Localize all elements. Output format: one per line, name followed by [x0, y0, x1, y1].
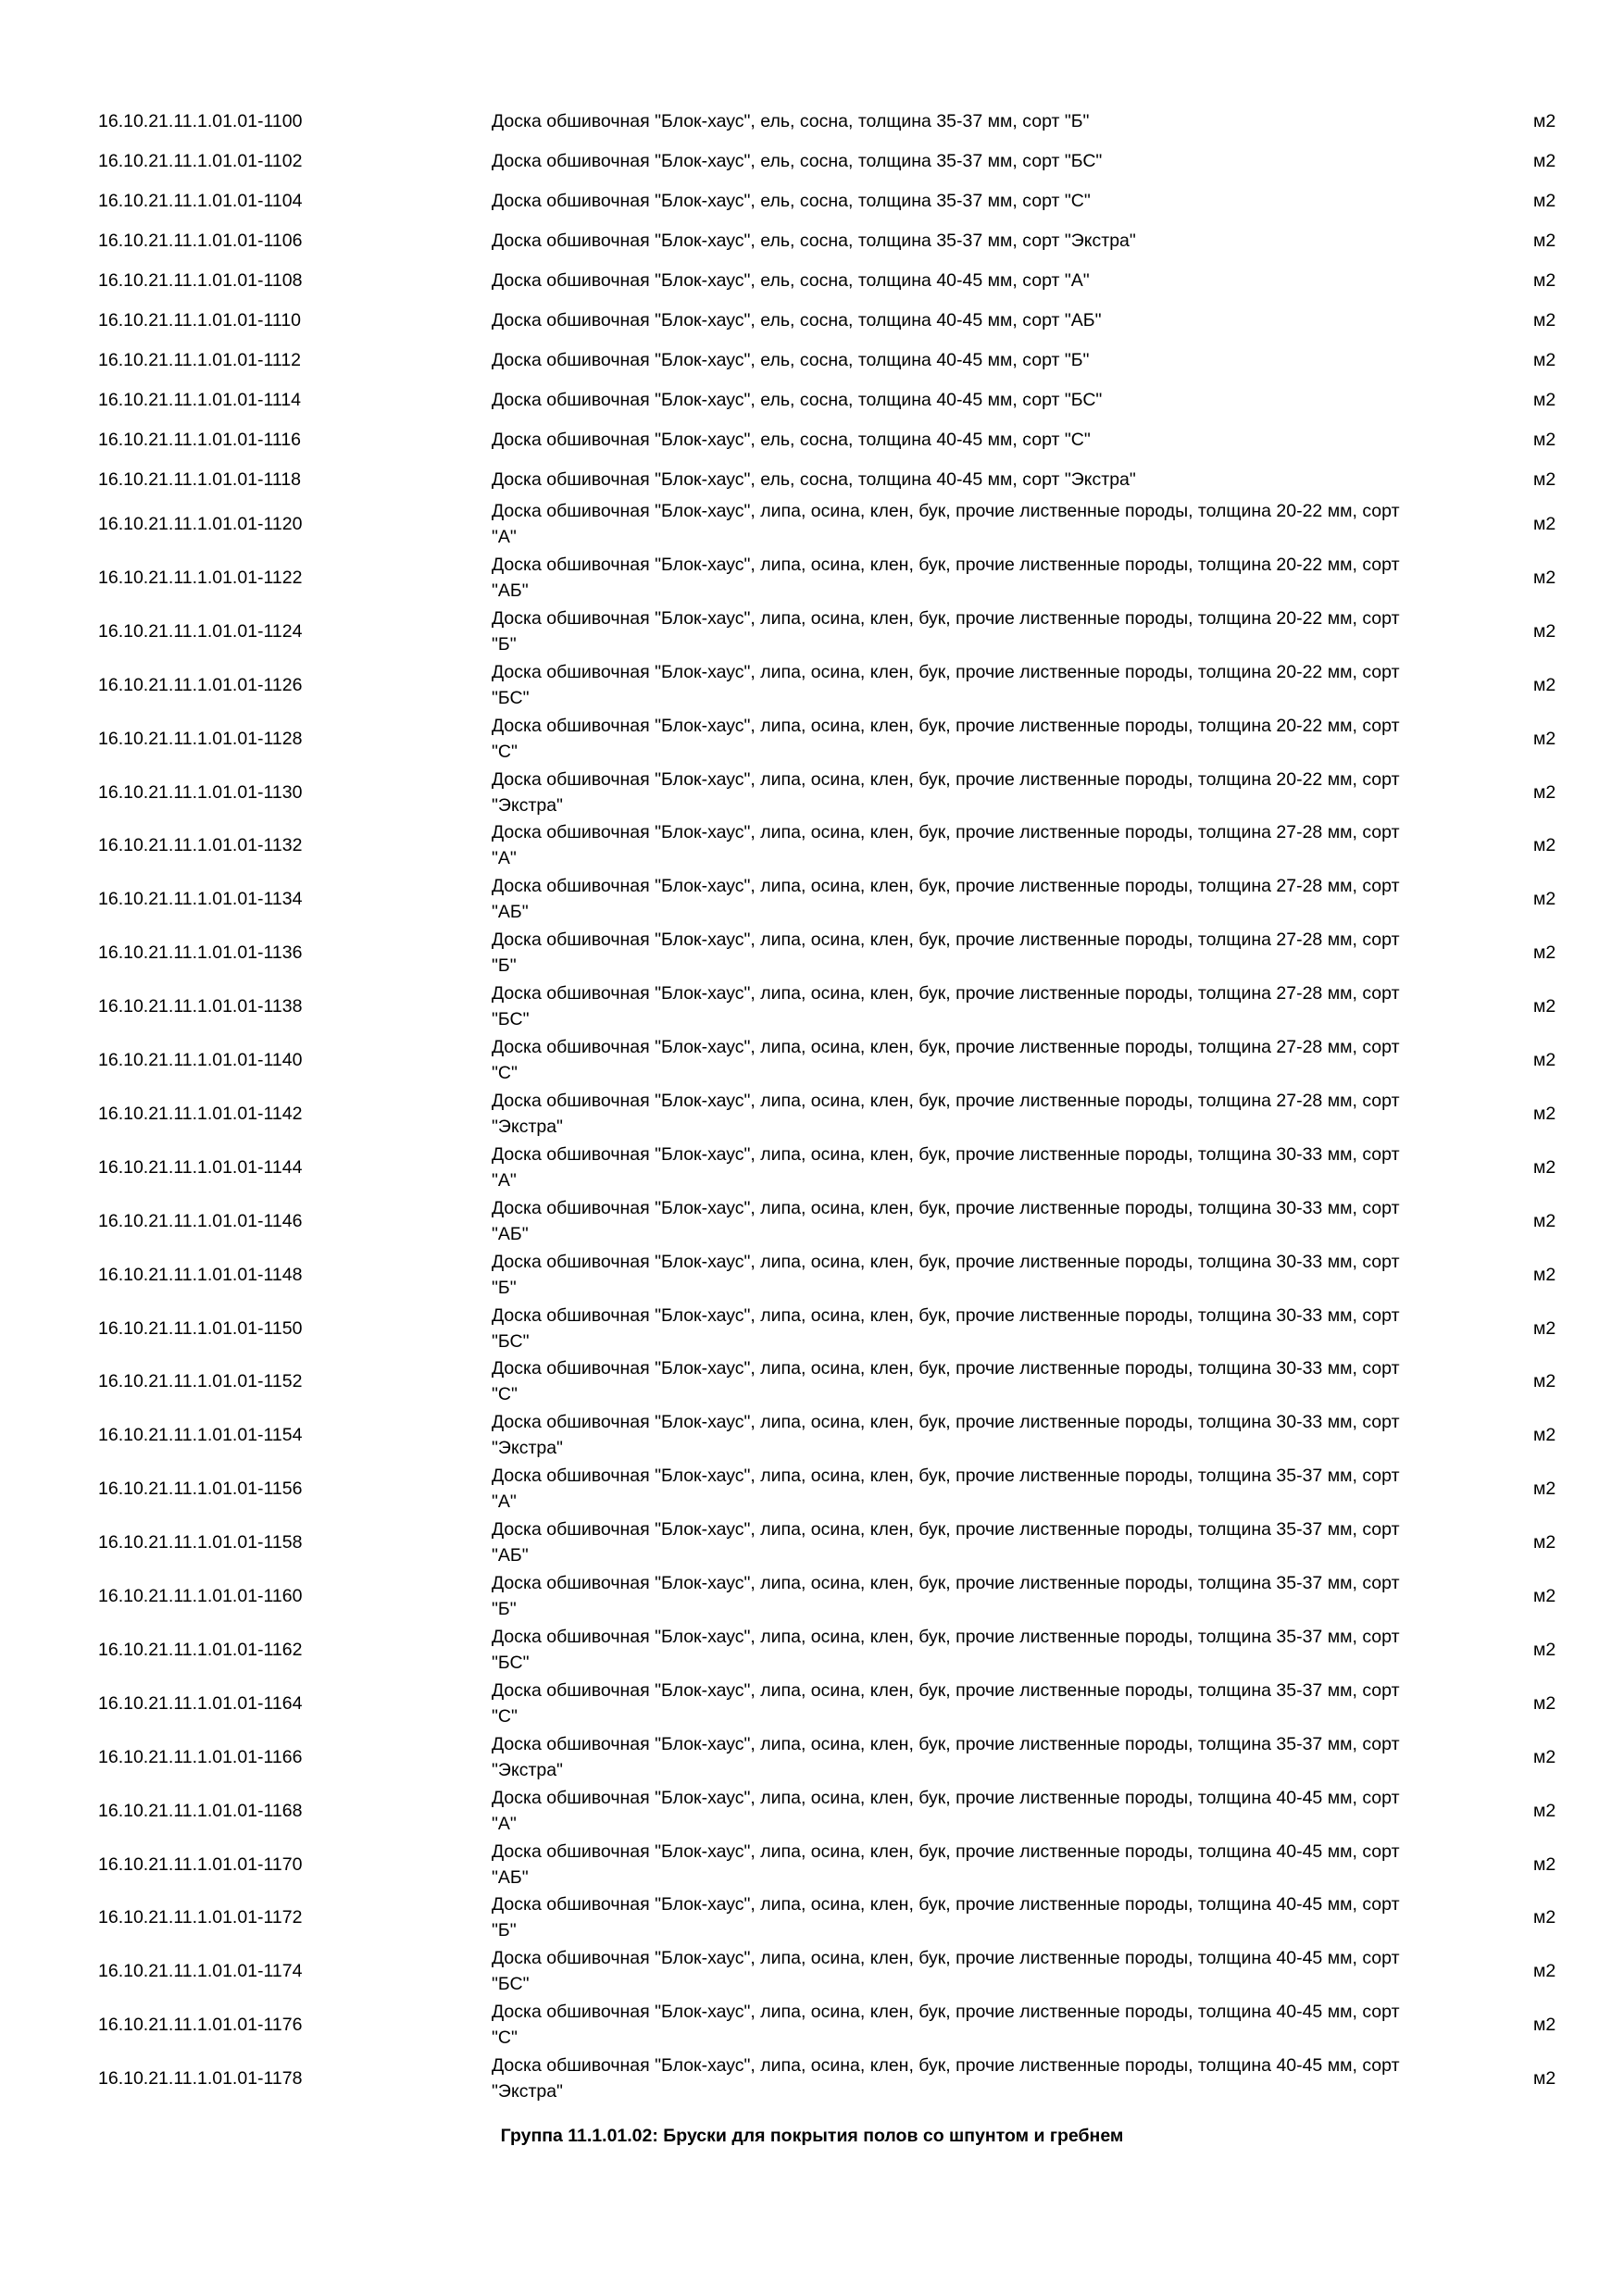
- row-unit: м2: [1533, 1479, 1556, 1500]
- row-description: Доска обшивочная "Блок-хаус", липа, осина, клен, бук, прочие лиственные породы, толщина 35-37 мм, сорт "Экстра": [492, 1733, 1400, 1780]
- row-code: 16.10.21.11.1.01.01-1130: [98, 781, 303, 803]
- row-unit: м2: [1533, 1746, 1556, 1767]
- row-code: 16.10.21.11.1.01.01-1148: [98, 1264, 303, 1285]
- row-description: Доска обшивочная "Блок-хаус", липа, осина, клен, бук, прочие лиственные породы, толщина 40-45 мм, сорт "АБ": [492, 1841, 1400, 1888]
- row-unit: м2: [1533, 942, 1556, 964]
- row-unit: м2: [1533, 1961, 1556, 1982]
- row-code: 16.10.21.11.1.01.01-1154: [98, 1425, 303, 1446]
- row-unit: м2: [1533, 111, 1556, 131]
- row-code: 16.10.21.11.1.01.01-1114: [98, 390, 302, 410]
- row-code: 16.10.21.11.1.01.01-1146: [98, 1210, 303, 1231]
- row-description: Доска обшивочная "Блок-хаус", липа, осина, клен, бук, прочие лиственные породы, толщина 20-22 мм, сорт "С": [492, 715, 1400, 762]
- row-unit: м2: [1533, 1425, 1556, 1446]
- row-unit: м2: [1533, 1907, 1556, 1928]
- row-description: Доска обшивочная "Блок-хаус", ель, сосна, толщина 40-45 мм, сорт "БС": [492, 390, 1103, 410]
- row-description: Доска обшивочная "Блок-хаус", липа, осина, клен, бук, прочие лиственные породы, толщина 35-37 мм, сорт "С": [492, 1679, 1400, 1727]
- row-code: 16.10.21.11.1.01.01-1170: [98, 1853, 303, 1875]
- row-code: 16.10.21.11.1.01.01-1134: [98, 889, 303, 910]
- row-code: 16.10.21.11.1.01.01-1174: [98, 1961, 303, 1982]
- row-code: 16.10.21.11.1.01.01-1106: [98, 231, 303, 251]
- row-code: 16.10.21.11.1.01.01-1152: [98, 1371, 303, 1392]
- row-description: Доска обшивочная "Блок-хаус", ель, сосна, толщина 35-37 мм, сорт "Б": [492, 111, 1090, 131]
- row-code: 16.10.21.11.1.01.01-1138: [98, 996, 303, 1017]
- row-unit: м2: [1533, 469, 1556, 490]
- row-description: Доска обшивочная "Блок-хаус", ель, сосна, толщина 40-45 мм, сорт "С": [492, 430, 1091, 450]
- row-code: 16.10.21.11.1.01.01-1156: [98, 1479, 303, 1500]
- row-code: 16.10.21.11.1.01.01-1144: [98, 1156, 303, 1178]
- row-unit: м2: [1533, 1317, 1556, 1339]
- row-description: Доска обшивочная "Блок-хаус", липа, осина, клен, бук, прочие лиственные породы, толщина 27-28 мм, сорт "С": [492, 1037, 1400, 1083]
- row-code: 16.10.21.11.1.01.01-1150: [98, 1317, 303, 1339]
- row-code: 16.10.21.11.1.01.01-1168: [98, 1800, 303, 1821]
- row-unit: м2: [1533, 1050, 1556, 1070]
- row-code: 16.10.21.11.1.01.01-1104: [98, 191, 303, 211]
- row-description: Доска обшивочная "Блок-хаус", липа, осина, клен, бук, прочие лиственные породы, толщина 40-45 мм, сорт "С": [492, 2002, 1400, 2049]
- row-description: Доска обшивочная "Блок-хаус", липа, осина, клен, бук, прочие лиственные породы, толщина 27-28 мм, сорт "АБ": [492, 876, 1400, 923]
- row-code: 16.10.21.11.1.01.01-1100: [98, 111, 303, 131]
- row-unit: м2: [1533, 191, 1556, 211]
- row-unit: м2: [1533, 728, 1556, 749]
- row-unit: м2: [1533, 1532, 1556, 1554]
- row-unit: м2: [1533, 1853, 1556, 1875]
- row-code: 16.10.21.11.1.01.01-1122: [98, 567, 303, 588]
- row-code: 16.10.21.11.1.01.01-1126: [98, 674, 303, 695]
- row-unit: м2: [1533, 270, 1556, 291]
- row-description: Доска обшивочная "Блок-хаус", липа, осина, клен, бук, прочие лиственные породы, толщина 27-28 мм, сорт "БС": [492, 983, 1400, 1030]
- row-code: 16.10.21.11.1.01.01-1178: [98, 2068, 303, 2090]
- row-code: 16.10.21.11.1.01.01-1120: [98, 514, 303, 534]
- row-unit: м2: [1533, 1586, 1556, 1606]
- row-code: 16.10.21.11.1.01.01-1132: [98, 835, 303, 856]
- row-code: 16.10.21.11.1.01.01-1140: [98, 1050, 303, 1070]
- row-description: Доска обшивочная "Блок-хаус", липа, осина, клен, бук, прочие лиственные породы, толщина 20-22 мм, сорт "Б": [492, 607, 1400, 655]
- row-unit: м2: [1533, 514, 1556, 534]
- row-unit: м2: [1533, 567, 1556, 588]
- row-unit: м2: [1533, 1371, 1556, 1392]
- row-description: Доска обшивочная "Блок-хаус", ель, сосна, толщина 40-45 мм, сорт "Б": [492, 350, 1090, 370]
- row-unit: м2: [1533, 310, 1556, 331]
- row-code: 16.10.21.11.1.01.01-1158: [98, 1532, 303, 1554]
- row-unit: м2: [1533, 1210, 1556, 1231]
- row-unit: м2: [1533, 1692, 1556, 1714]
- row-unit: м2: [1533, 1639, 1556, 1660]
- row-unit: м2: [1533, 1156, 1556, 1178]
- row-unit: м2: [1533, 231, 1556, 251]
- row-code: 16.10.21.11.1.01.01-1102: [98, 151, 303, 171]
- row-description: Доска обшивочная "Блок-хаус", ель, сосна, толщина 35-37 мм, сорт "Экстра": [492, 231, 1136, 251]
- row-unit: м2: [1533, 350, 1556, 370]
- row-description: Доска обшивочная "Блок-хаус", липа, осина, клен, бук, прочие лиственные породы, толщина 40-45 мм, сорт "А": [492, 1787, 1400, 1834]
- row-description: Доска обшивочная "Блок-хаус", липа, осина, клен, бук, прочие лиственные породы, толщина 27-28 мм, сорт "Экстра": [492, 1090, 1400, 1137]
- row-unit: м2: [1533, 674, 1556, 695]
- row-code: 16.10.21.11.1.01.01-1164: [98, 1692, 303, 1714]
- row-description: Доска обшивочная "Блок-хаус", ель, сосна, толщина 40-45 мм, сорт "Экстра": [492, 469, 1136, 490]
- row-code: 16.10.21.11.1.01.01-1110: [98, 310, 302, 331]
- row-code: 16.10.21.11.1.01.01-1128: [98, 728, 303, 749]
- group-heading: Группа 11.1.01.02: Бруски для покрытия полов со шпунтом и гребнем: [500, 2126, 1124, 2146]
- row-unit: м2: [1533, 2015, 1556, 2036]
- row-unit: м2: [1533, 151, 1556, 171]
- row-description: Доска обшивочная "Блок-хаус", липа, осина, клен, бук, прочие лиственные породы, толщина 30-33 мм, сорт "АБ": [492, 1197, 1400, 1244]
- row-description: Доска обшивочная "Блок-хаус", липа, осина, клен, бук, прочие лиственные породы, толщина 35-37 мм, сорт "Б": [492, 1573, 1400, 1619]
- row-description: Доска обшивочная "Блок-хаус", липа, осина, клен, бук, прочие лиственные породы, толщина 20-22 мм, сорт "БС": [492, 661, 1400, 708]
- row-unit: м2: [1533, 1800, 1556, 1821]
- row-code: 16.10.21.11.1.01.01-1142: [98, 1103, 303, 1124]
- row-code: 16.10.21.11.1.01.01-1116: [98, 430, 302, 450]
- row-description: Доска обшивочная "Блок-хаус", липа, осина, клен, бук, прочие лиственные породы, толщина 40-45 мм, сорт "БС": [492, 1948, 1400, 1995]
- row-description: Доска обшивочная "Блок-хаус", липа, осина, клен, бук, прочие лиственные породы, толщина 20-22 мм, сорт "А": [492, 501, 1400, 547]
- row-unit: м2: [1533, 889, 1556, 910]
- row-unit: м2: [1533, 390, 1556, 410]
- row-description: Доска обшивочная "Блок-хаус", ель, сосна, толщина 35-37 мм, сорт "С": [492, 191, 1091, 211]
- row-unit: м2: [1533, 781, 1556, 803]
- row-unit: м2: [1533, 1264, 1556, 1285]
- row-description: Доска обшивочная "Блок-хаус", липа, осина, клен, бук, прочие лиственные породы, толщина 35-37 мм, сорт "БС": [492, 1626, 1400, 1673]
- row-unit: м2: [1533, 835, 1556, 856]
- row-code: 16.10.21.11.1.01.01-1124: [98, 620, 303, 642]
- row-description: Доска обшивочная "Блок-хаус", липа, осина, клен, бук, прочие лиственные породы, толщина 30-33 мм, сорт "Экстра": [492, 1412, 1400, 1459]
- row-description: Доска обшивочная "Блок-хаус", ель, сосна, толщина 40-45 мм, сорт "А": [492, 270, 1090, 291]
- row-description: Доска обшивочная "Блок-хаус", липа, осина, клен, бук, прочие лиственные породы, толщина 30-33 мм, сорт "Б": [492, 1251, 1400, 1298]
- row-code: 16.10.21.11.1.01.01-1112: [98, 350, 302, 370]
- row-code: 16.10.21.11.1.01.01-1162: [98, 1639, 303, 1660]
- row-description: Доска обшивочная "Блок-хаус", ель, сосна, толщина 40-45 мм, сорт "АБ": [492, 310, 1102, 331]
- row-description: Доска обшивочная "Блок-хаус", ель, сосна, толщина 35-37 мм, сорт "БС": [492, 151, 1103, 171]
- row-unit: м2: [1533, 2068, 1556, 2090]
- row-code: 16.10.21.11.1.01.01-1166: [98, 1746, 303, 1767]
- row-description: Доска обшивочная "Блок-хаус", липа, осина, клен, бук, прочие лиственные породы, толщина 35-37 мм, сорт "АБ": [492, 1519, 1400, 1566]
- row-description: Доска обшивочная "Блок-хаус", липа, осина, клен, бук, прочие лиственные породы, толщина 27-28 мм, сорт "Б": [492, 930, 1400, 977]
- row-unit: м2: [1533, 996, 1556, 1017]
- row-description: Доска обшивочная "Блок-хаус", липа, осина, клен, бук, прочие лиственные породы, толщина 20-22 мм, сорт "АБ": [492, 554, 1400, 601]
- row-code: 16.10.21.11.1.01.01-1160: [98, 1586, 303, 1606]
- row-unit: м2: [1533, 430, 1556, 450]
- row-description: Доска обшивочная "Блок-хаус", липа, осина, клен, бук, прочие лиственные породы, толщина 30-33 мм, сорт "БС": [492, 1304, 1400, 1352]
- row-description: Доска обшивочная "Блок-хаус", липа, осина, клен, бук, прочие лиственные породы, толщина 40-45 мм, сорт "Б": [492, 1894, 1400, 1941]
- row-description: Доска обшивочная "Блок-хаус", липа, осина, клен, бук, прочие лиственные породы, толщина 27-28 мм, сорт "А": [492, 822, 1400, 869]
- row-code: 16.10.21.11.1.01.01-1118: [98, 469, 302, 490]
- row-unit: м2: [1533, 620, 1556, 642]
- row-description: Доска обшивочная "Блок-хаус", липа, осина, клен, бук, прочие лиственные породы, толщина 40-45 мм, сорт "Экстра": [492, 2055, 1400, 2103]
- row-description: Доска обшивочная "Блок-хаус", липа, осина, клен, бук, прочие лиственные породы, толщина 30-33 мм, сорт "А": [492, 1143, 1400, 1191]
- row-code: 16.10.21.11.1.01.01-1108: [98, 270, 303, 291]
- row-description: Доска обшивочная "Блок-хаус", липа, осина, клен, бук, прочие лиственные породы, толщина 30-33 мм, сорт "С": [492, 1358, 1400, 1405]
- row-description: Доска обшивочная "Блок-хаус", липа, осина, клен, бук, прочие лиственные породы, толщина 20-22 мм, сорт "Экстра": [492, 768, 1400, 816]
- row-code: 16.10.21.11.1.01.01-1176: [98, 2015, 303, 2036]
- row-unit: м2: [1533, 1103, 1556, 1124]
- row-code: 16.10.21.11.1.01.01-1172: [98, 1907, 303, 1928]
- row-description: Доска обшивочная "Блок-хаус", липа, осина, клен, бук, прочие лиственные породы, толщина 35-37 мм, сорт "А": [492, 1466, 1400, 1513]
- row-code: 16.10.21.11.1.01.01-1136: [98, 942, 303, 964]
